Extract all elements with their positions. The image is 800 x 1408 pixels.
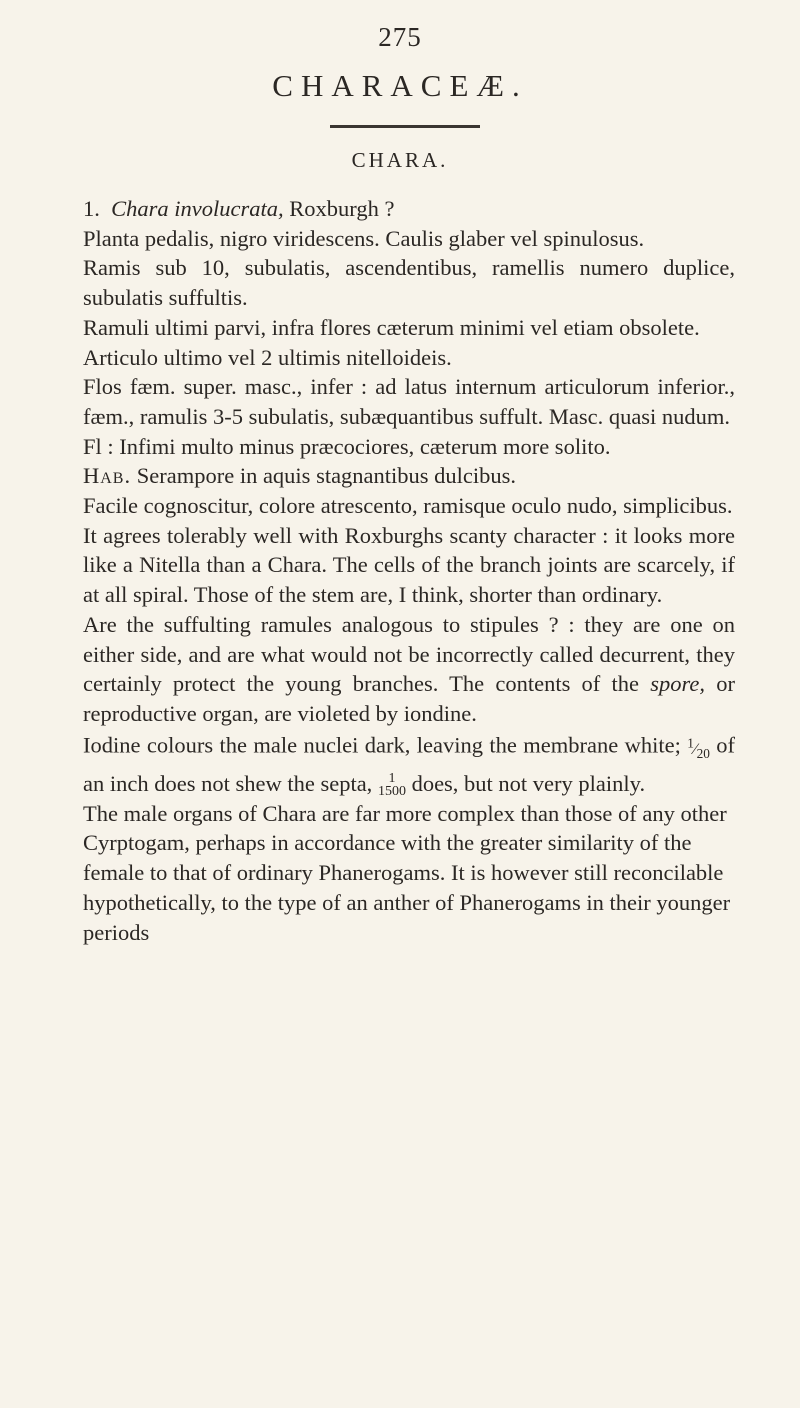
habitat-paragraph [83, 461, 735, 491]
section-title: CHARACEÆ. [272, 68, 528, 103]
english-paragraph-3-start: Iodine colours the male nuclei dark, leaving the membrane white; [83, 731, 681, 757]
latin-paragraph-8: Facile cognoscitur, colore atrescento, ramisque oculo nudo, simplicibus. [83, 493, 733, 519]
species-heading [83, 194, 735, 224]
latin-paragraph-2: Ramis sub 10, subulatis, ascendentibus, ramellis numero duplice, subulatis suffultis. [83, 255, 735, 311]
latin-paragraph-3: Ramuli ultimi parvi, infra flores cæterum minimi vel etiam obsolete. [83, 314, 700, 340]
fraction-twentieth: $^1⁄_{20}$ [687, 735, 710, 762]
english-paragraph-2-end: or reproductive organ, are violeted by iondine. [83, 671, 735, 726]
habitat-text: Serampore in aquis stagnantibus dulcibus. [136, 463, 517, 489]
english-paragraph-3 [83, 729, 735, 799]
genus-heading: CHARA. [351, 148, 449, 172]
habitat-label: Hab. [83, 463, 132, 489]
species-name: Chara involucrata, [111, 196, 284, 221]
fraction-fifteen-hundredth-numerator: 1 [388, 770, 396, 786]
english-paragraph-2 [83, 610, 735, 729]
fraction-twentieth-denominator: 20 [696, 746, 710, 762]
species-number: 1. [83, 196, 100, 221]
latin-paragraph-6: Fl : Infimi multo minus præcociores, cæterum more solito. [83, 433, 611, 459]
fraction-fifteen-hundredth-denominator: 1500 [377, 783, 406, 799]
english-paragraph-4: The male organs of Chara are far more complex than those of any other Cyrptogam, perhaps in accordance with the greater similarity of the female to that of ordinary Phanerogams. It is however still reconcilable hypothetically, to the type of an anther of Phanerogams in their younger periods [83, 800, 731, 945]
english-paragraph-3-end: does, but not very plainly. [411, 770, 646, 796]
english-paragraph-1: It agrees tolerably well with Roxburghs scanty character : it looks more like a Nitella than a Chara. The cells of the branch joints are scarcely, if at all spiral. Those of the stem are, I think, shorter than ordinary. [83, 522, 735, 608]
body-text [83, 194, 735, 947]
latin-paragraph-5: Flos fæm. super. masc., infer : ad latus internum articulorum inferior., fæm., ramulis 3-5 subulatis, subæquantibus suffult. Masc. quasi nudum. [83, 374, 735, 429]
species-author: Roxburgh ? [289, 196, 395, 221]
latin-paragraph-1: Planta pedalis, nigro viridescens. Caulis glaber vel spinulosus. [83, 225, 645, 251]
english-paragraph-2-start: Are the suffulting ramules analogous to stipules ? : they are one on either side, and are what would not be incorrectly called decurrent, they certainly protect the young branches. The contents of the [83, 611, 735, 697]
page-number: 275 [378, 22, 422, 52]
spore-term: spore, [650, 671, 706, 697]
latin-paragraph-4: Articulo ultimo vel 2 ultimis nitelloideis. [83, 344, 452, 370]
fraction-fifteen-hundredth [377, 770, 406, 799]
english-paragraph-3-middle: of an inch does not shew the septa, [83, 731, 736, 796]
fraction-twentieth-numerator: 1 [687, 735, 694, 751]
title-rule [330, 125, 480, 128]
